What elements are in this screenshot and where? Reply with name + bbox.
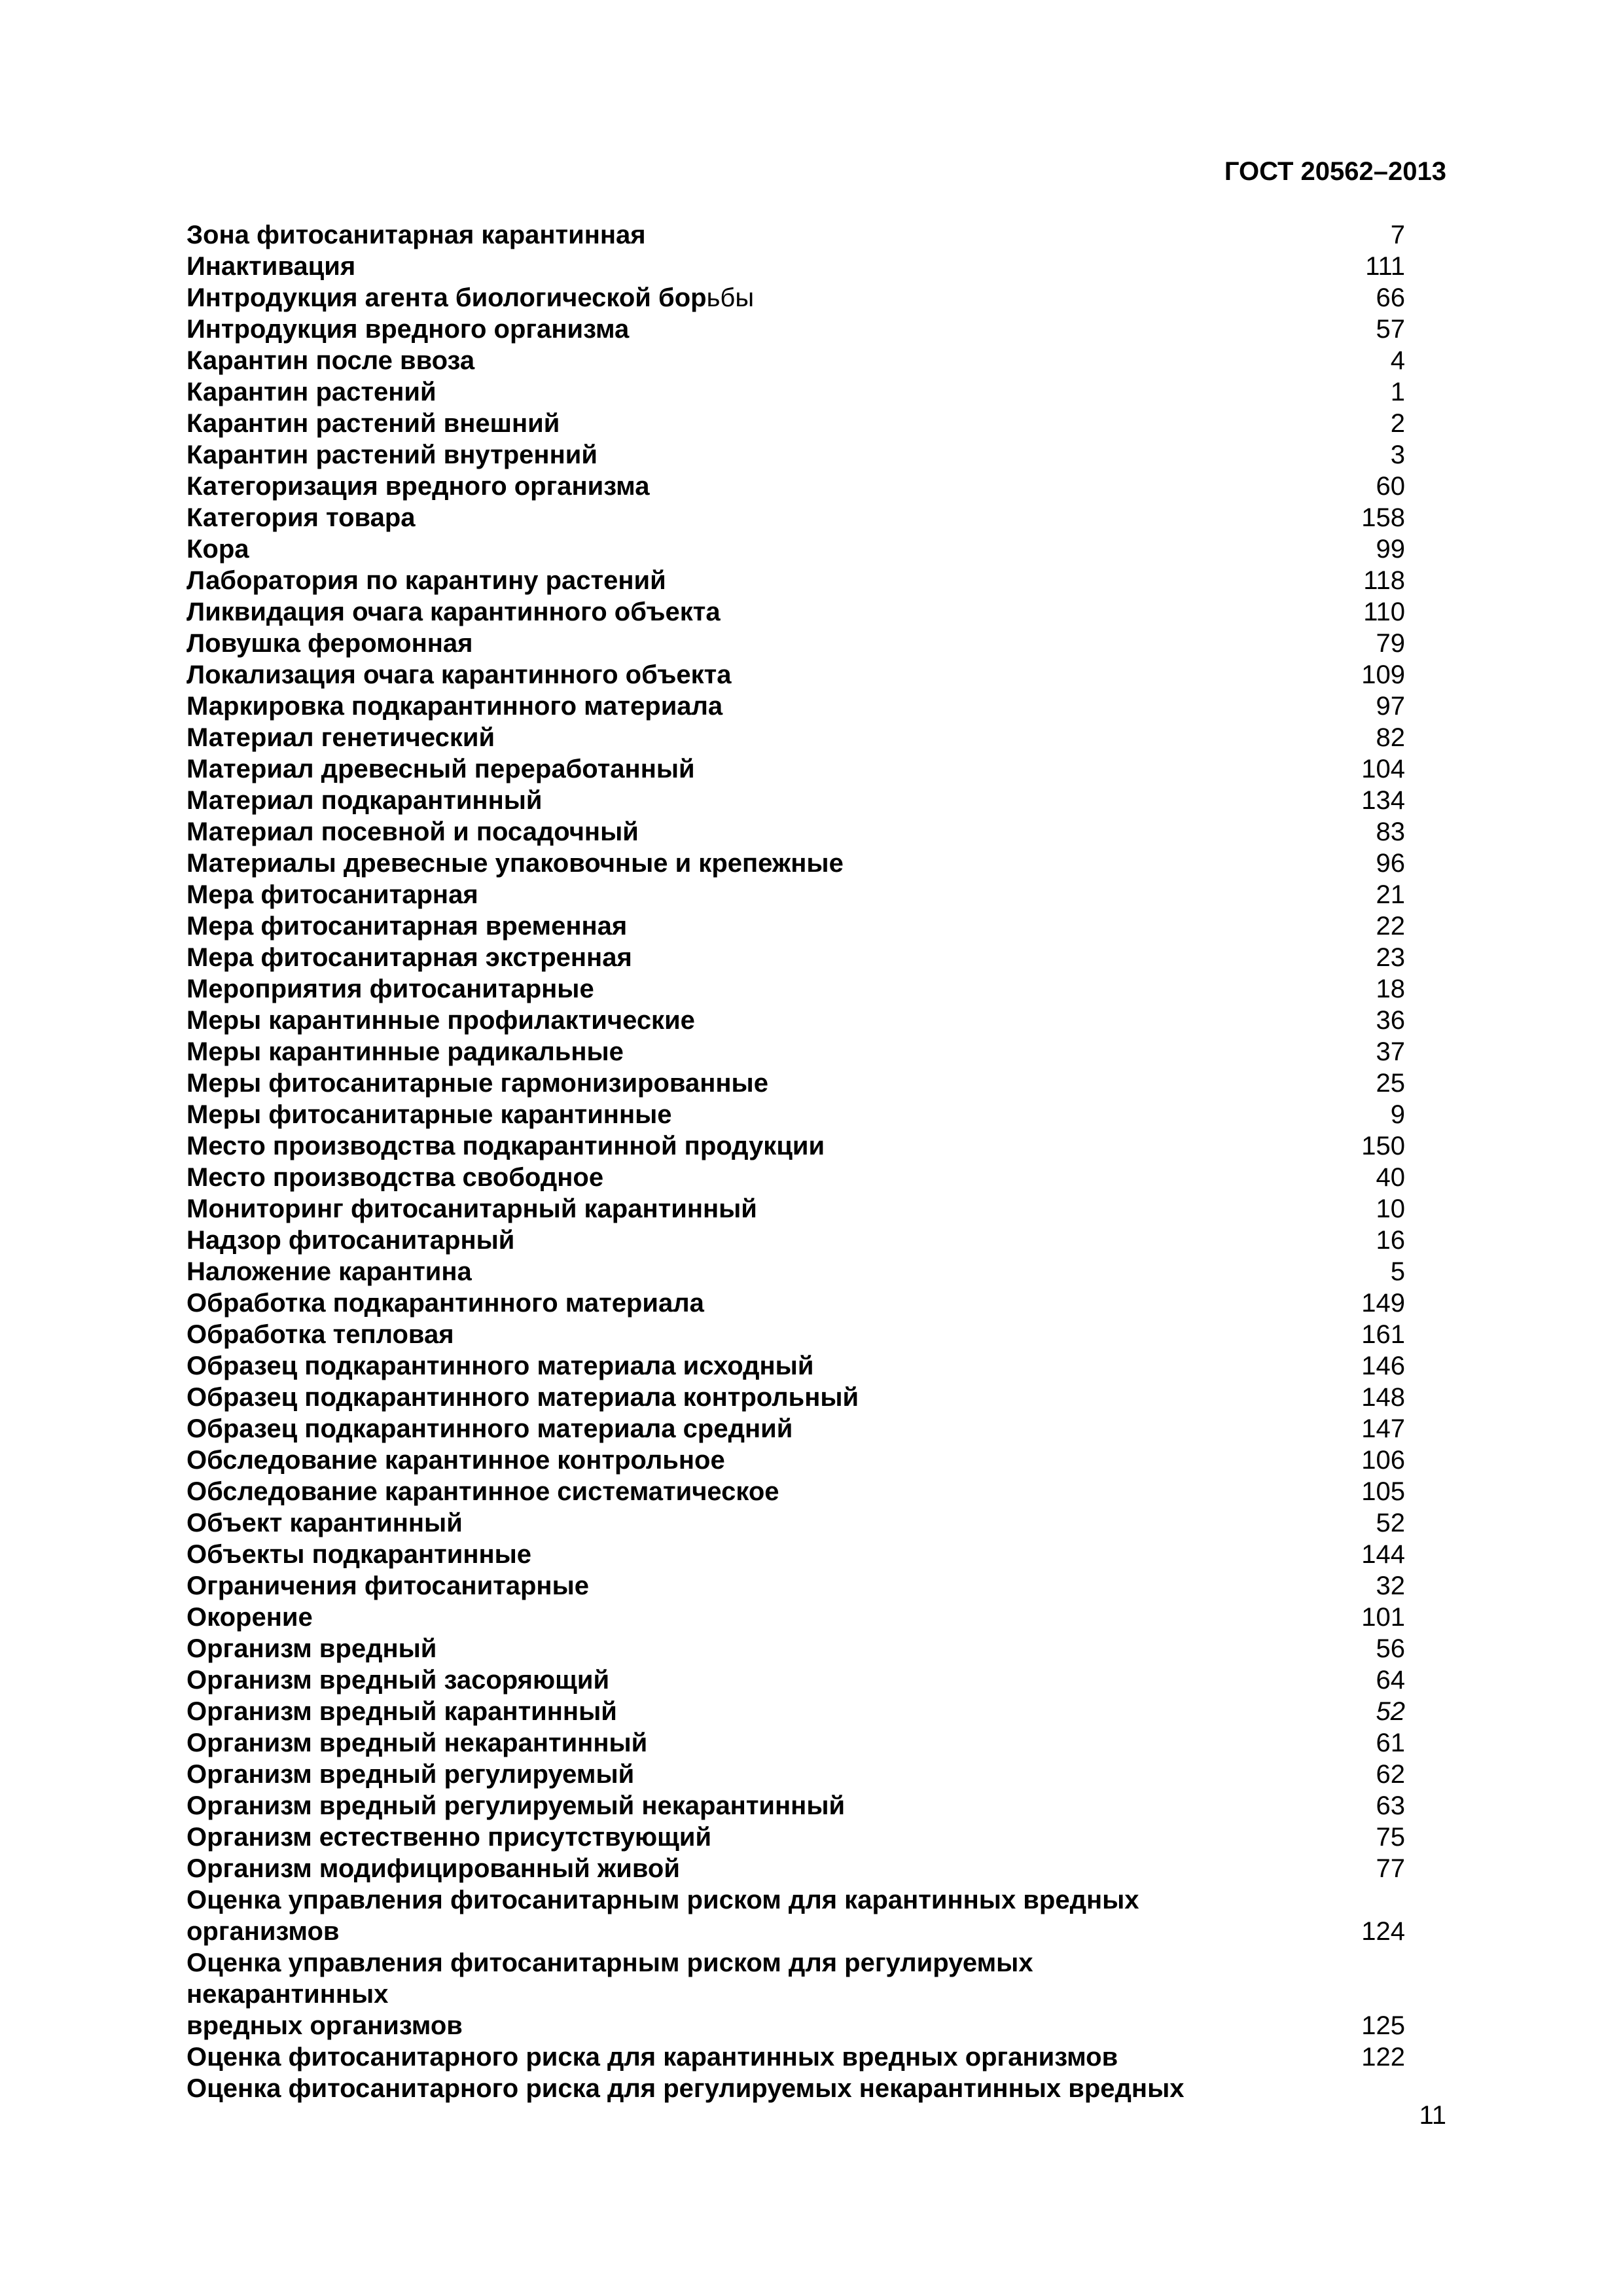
index-term-text: Организм вредный регулируемый некарантинный <box>187 1791 846 1820</box>
index-term-text: Образец подкарантинного материала средний <box>187 1414 793 1443</box>
index-term-text: Кора <box>187 535 249 564</box>
index-entry <box>187 1476 1405 1507</box>
index-number: 22 <box>1376 912 1405 941</box>
index-term <box>187 1539 1248 1570</box>
index-term <box>187 848 1248 879</box>
index-term <box>187 345 1248 376</box>
index-entry <box>187 1382 1405 1413</box>
index-term <box>187 1130 1248 1162</box>
index-term-text: Организм естественно присутствующий <box>187 1823 712 1852</box>
index-term <box>187 1759 1248 1790</box>
index-entry <box>187 1193 1405 1225</box>
index-entry <box>187 1225 1405 1256</box>
index-term-text: Материал посевной и посадочный <box>187 817 639 846</box>
index-number: 52 <box>1376 1697 1405 1726</box>
index-entry <box>187 1570 1405 1602</box>
index-term-text: Мероприятия фитосанитарные <box>187 975 594 1003</box>
index-term <box>187 314 1248 345</box>
index-entry <box>187 691 1405 722</box>
index-number: 109 <box>1361 660 1405 689</box>
index-term-text: Ограничения фитосанитарные <box>187 1571 589 1600</box>
index-term <box>187 1853 1248 1884</box>
index-term <box>187 1790 1248 1821</box>
index-entry <box>187 1413 1405 1444</box>
index-number: 146 <box>1361 1352 1405 1380</box>
index-term <box>187 879 1248 910</box>
index-term <box>187 219 1248 251</box>
index-entry <box>187 1664 1405 1696</box>
index-entry <box>187 2073 1405 2104</box>
index-term-text: Лаборатория по карантину растений <box>187 566 666 595</box>
index-entry <box>187 1319 1405 1350</box>
index-entry <box>187 1005 1405 1036</box>
index-term-text: Меры карантинные профилактические <box>187 1006 695 1035</box>
index-number: 149 <box>1361 1289 1405 1318</box>
index-entry <box>187 1602 1405 1633</box>
index-term <box>187 1382 1248 1413</box>
index-entry <box>187 1790 1405 1821</box>
index-term-text: Обработка подкарантинного материала <box>187 1289 704 1318</box>
index-term <box>187 1319 1248 1350</box>
index-number: 61 <box>1376 1729 1405 1757</box>
index-term-text: Окорение <box>187 1603 313 1632</box>
index-entry <box>187 753 1405 785</box>
index-entry <box>187 1884 1405 1916</box>
index-entry <box>187 942 1405 973</box>
index-entry <box>187 251 1405 282</box>
index-term <box>187 1350 1248 1382</box>
index-number: 97 <box>1376 692 1405 721</box>
index-number: 36 <box>1376 1006 1405 1035</box>
index-number: 10 <box>1376 1194 1405 1223</box>
index-number: 75 <box>1376 1823 1405 1852</box>
index-number: 57 <box>1376 315 1405 344</box>
index-entry <box>187 879 1405 910</box>
index-entry <box>187 1727 1405 1759</box>
document-header: ГОСТ 20562–2013 <box>1224 157 1446 186</box>
index-term-text: Оценка фитосанитарного риска для карантинных вредных организмов <box>187 2043 1118 2072</box>
index-entry <box>187 785 1405 816</box>
index-number: 23 <box>1376 943 1405 972</box>
index-term-text: Обработка тепловая <box>187 1320 454 1349</box>
index-number: 5 <box>1390 1257 1405 1286</box>
index-term-text: Категоризация вредного организма <box>187 472 650 501</box>
index-term-text: Место производства свободное <box>187 1163 604 1192</box>
index-number: 60 <box>1376 472 1405 501</box>
index-number: 99 <box>1376 535 1405 564</box>
index-number: 37 <box>1376 1037 1405 1066</box>
index-number: 96 <box>1376 849 1405 878</box>
index-term-text: Карантин растений <box>187 378 437 406</box>
index-number: 56 <box>1376 1634 1405 1663</box>
index-term <box>187 2073 1248 2104</box>
index-term-text: Ловушка феромонная <box>187 629 473 658</box>
index-term <box>187 408 1248 439</box>
index-term <box>187 1602 1248 1633</box>
index-number: 101 <box>1361 1603 1405 1632</box>
index-term-text: Мониторинг фитосанитарный карантинный <box>187 1194 757 1223</box>
index-term-text: Мера фитосанитарная экстренная <box>187 943 632 972</box>
index-term-text: Оценка управления фитосанитарным риском для регулируемых некарантинных <box>187 1948 1033 2009</box>
index-term <box>187 1036 1248 1067</box>
index-term <box>187 1005 1248 1036</box>
index-term-text: Материал подкарантинный <box>187 786 543 815</box>
index-term <box>187 910 1248 942</box>
index-number: 125 <box>1361 2011 1405 2040</box>
index-entry <box>187 219 1405 251</box>
index-term <box>187 1727 1248 1759</box>
index-entry <box>187 408 1405 439</box>
index-term-text: Карантин после ввоза <box>187 346 475 375</box>
index-term <box>187 1193 1248 1225</box>
index-entry <box>187 1287 1405 1319</box>
index-term <box>187 471 1248 502</box>
index-entry <box>187 1130 1405 1162</box>
index-term-text: Организм модифицированный живой <box>187 1854 680 1883</box>
index-number: 111 <box>1365 252 1405 281</box>
index-term <box>187 596 1248 628</box>
index-number: 83 <box>1376 817 1405 846</box>
index-term-text: Меры фитосанитарные карантинные <box>187 1100 672 1129</box>
index-entry <box>187 1759 1405 1790</box>
index-entry <box>187 1947 1405 2010</box>
index-term <box>187 1256 1248 1287</box>
index-term <box>187 1287 1248 1319</box>
index-entry <box>187 1099 1405 1130</box>
index-number: 7 <box>1390 221 1405 249</box>
index-entry <box>187 659 1405 691</box>
index-number: 82 <box>1376 723 1405 752</box>
index-term-text: Инактивация <box>187 252 356 281</box>
index-term <box>187 376 1248 408</box>
index-term-text: Локализация очага карантинного объекта <box>187 660 732 689</box>
index-number: 1 <box>1390 378 1405 406</box>
index-entry <box>187 1444 1405 1476</box>
index-entry <box>187 565 1405 596</box>
index-term <box>187 816 1248 848</box>
index-number: 79 <box>1376 629 1405 658</box>
index-entry <box>187 533 1405 565</box>
index-entry <box>187 376 1405 408</box>
index-term <box>187 502 1248 533</box>
index-entry <box>187 1036 1405 1067</box>
index-term <box>187 1696 1248 1727</box>
index-term-text: Оценка управления фитосанитарным риском для карантинных вредных <box>187 1886 1139 1914</box>
index-term-text: Интродукция вредного организма <box>187 315 630 344</box>
index-term-text: вредных организмов <box>187 2011 463 2040</box>
index-term-text: Наложение карантина <box>187 1257 472 1286</box>
index-number: 40 <box>1376 1163 1405 1192</box>
index-term <box>187 1476 1248 1507</box>
index-number: 16 <box>1376 1226 1405 1255</box>
index-term <box>187 251 1248 282</box>
index-term-text: Оценка фитосанитарного риска для регулируемых некарантинных вредных <box>187 2074 1185 2103</box>
index-term-tail: ьбы <box>706 283 755 312</box>
index-entry <box>187 2010 1405 2041</box>
index-term <box>187 1633 1248 1664</box>
index-term-text: Карантин растений внутренний <box>187 440 597 469</box>
index-entry <box>187 628 1405 659</box>
index-number: 158 <box>1361 503 1405 532</box>
index-term-text: Ликвидация очага карантинного объекта <box>187 598 721 626</box>
index-entry <box>187 973 1405 1005</box>
index-term-text: Обследование карантинное систематическое <box>187 1477 779 1506</box>
index-term <box>187 628 1248 659</box>
index-term <box>187 1099 1248 1130</box>
index-number: 104 <box>1361 755 1405 783</box>
index-term-text: Организм вредный некарантинный <box>187 1729 648 1757</box>
index-term <box>187 1821 1248 1853</box>
index-term <box>187 282 1248 314</box>
index-number: 64 <box>1376 1666 1405 1695</box>
index-term <box>187 785 1248 816</box>
index-term <box>187 1884 1248 1916</box>
index-term-text: Материалы древесные упаковочные и крепежные <box>187 849 844 878</box>
index-number: 150 <box>1361 1132 1405 1160</box>
index-number: 62 <box>1376 1760 1405 1789</box>
index-term <box>187 533 1248 565</box>
index-number: 18 <box>1376 975 1405 1003</box>
term-index-list <box>187 219 1405 2104</box>
index-number: 161 <box>1361 1320 1405 1349</box>
index-term <box>187 565 1248 596</box>
index-entry <box>187 314 1405 345</box>
index-number: 148 <box>1361 1383 1405 1412</box>
index-entry <box>187 439 1405 471</box>
index-term-text: Надзор фитосанитарный <box>187 1226 515 1255</box>
index-entry <box>187 1853 1405 1884</box>
index-term-text: Меры карантинные радикальные <box>187 1037 624 1066</box>
index-number: 144 <box>1361 1540 1405 1569</box>
index-number: 77 <box>1376 1854 1405 1883</box>
index-number: 21 <box>1376 880 1405 909</box>
index-number: 3 <box>1390 440 1405 469</box>
index-term-text: Организм вредный <box>187 1634 437 1663</box>
index-term-text: Организм вредный карантинный <box>187 1697 617 1726</box>
index-entry <box>187 1633 1405 1664</box>
index-term <box>187 2010 1248 2041</box>
index-term-text: Обследование карантинное контрольное <box>187 1446 725 1475</box>
index-term-text: Образец подкарантинного материала исходный <box>187 1352 814 1380</box>
index-entry <box>187 471 1405 502</box>
index-term-text: Материал древесный переработанный <box>187 755 695 783</box>
index-term-text: Маркировка подкарантинного материала <box>187 692 723 721</box>
index-term-text: Интродукция агента биологической бор <box>187 283 707 312</box>
index-term <box>187 1947 1248 2010</box>
index-number: 32 <box>1376 1571 1405 1600</box>
index-term-text: Организм вредный засоряющий <box>187 1666 610 1695</box>
index-number: 2 <box>1390 409 1405 438</box>
index-number: 124 <box>1361 1917 1405 1946</box>
index-term <box>187 1413 1248 1444</box>
index-entry <box>187 1916 1405 1947</box>
index-term-text: Организм вредный регулируемый <box>187 1760 635 1789</box>
index-number: 110 <box>1363 598 1405 626</box>
index-term <box>187 439 1248 471</box>
index-term-text: Мера фитосанитарная временная <box>187 912 628 941</box>
index-term-text: Материал генетический <box>187 723 495 752</box>
index-entry <box>187 502 1405 533</box>
index-entry <box>187 1256 1405 1287</box>
index-entry <box>187 345 1405 376</box>
index-term-text: Объект карантинный <box>187 1509 463 1537</box>
index-term <box>187 973 1248 1005</box>
index-term <box>187 1916 1248 1947</box>
index-number: 63 <box>1376 1791 1405 1820</box>
index-term <box>187 753 1248 785</box>
index-entry <box>187 596 1405 628</box>
index-term <box>187 691 1248 722</box>
index-number: 106 <box>1361 1446 1405 1475</box>
index-entry <box>187 1350 1405 1382</box>
index-number: 25 <box>1376 1069 1405 1098</box>
index-term <box>187 1664 1248 1696</box>
index-term-text: Меры фитосанитарные гармонизированные <box>187 1069 768 1098</box>
index-term-text: Мера фитосанитарная <box>187 880 478 909</box>
index-term <box>187 659 1248 691</box>
index-number: 118 <box>1363 566 1405 595</box>
index-entry <box>187 282 1405 314</box>
index-number: 66 <box>1376 283 1405 312</box>
index-term-text: Место производства подкарантинной продукции <box>187 1132 825 1160</box>
index-number: 4 <box>1390 346 1405 375</box>
index-term <box>187 942 1248 973</box>
index-term-text: Образец подкарантинного материала контрольный <box>187 1383 859 1412</box>
index-entry <box>187 1696 1405 1727</box>
index-term-text: Карантин растений внешний <box>187 409 560 438</box>
index-term <box>187 1067 1248 1099</box>
index-entry <box>187 816 1405 848</box>
index-term <box>187 2041 1248 2073</box>
index-entry <box>187 1162 1405 1193</box>
index-term-text: Зона фитосанитарная карантинная <box>187 221 646 249</box>
index-number: 52 <box>1376 1509 1405 1537</box>
index-entry <box>187 848 1405 879</box>
index-number: 122 <box>1361 2043 1405 2072</box>
index-entry <box>187 2041 1405 2073</box>
index-entry <box>187 1539 1405 1570</box>
index-term <box>187 1570 1248 1602</box>
index-entry <box>187 722 1405 753</box>
index-term <box>187 1225 1248 1256</box>
index-term <box>187 1507 1248 1539</box>
index-entry <box>187 1507 1405 1539</box>
page-number: 11 <box>1419 2101 1446 2130</box>
index-number: 105 <box>1361 1477 1405 1506</box>
index-entry <box>187 1821 1405 1853</box>
index-term <box>187 1162 1248 1193</box>
index-number: 9 <box>1390 1100 1405 1129</box>
index-term-text: Объекты подкарантинные <box>187 1540 532 1569</box>
index-term <box>187 1444 1248 1476</box>
index-number: 134 <box>1361 786 1405 815</box>
index-entry <box>187 910 1405 942</box>
index-term-text: организмов <box>187 1917 340 1946</box>
index-number: 147 <box>1361 1414 1405 1443</box>
index-entry <box>187 1067 1405 1099</box>
index-term-text: Категория товара <box>187 503 416 532</box>
index-term <box>187 722 1248 753</box>
